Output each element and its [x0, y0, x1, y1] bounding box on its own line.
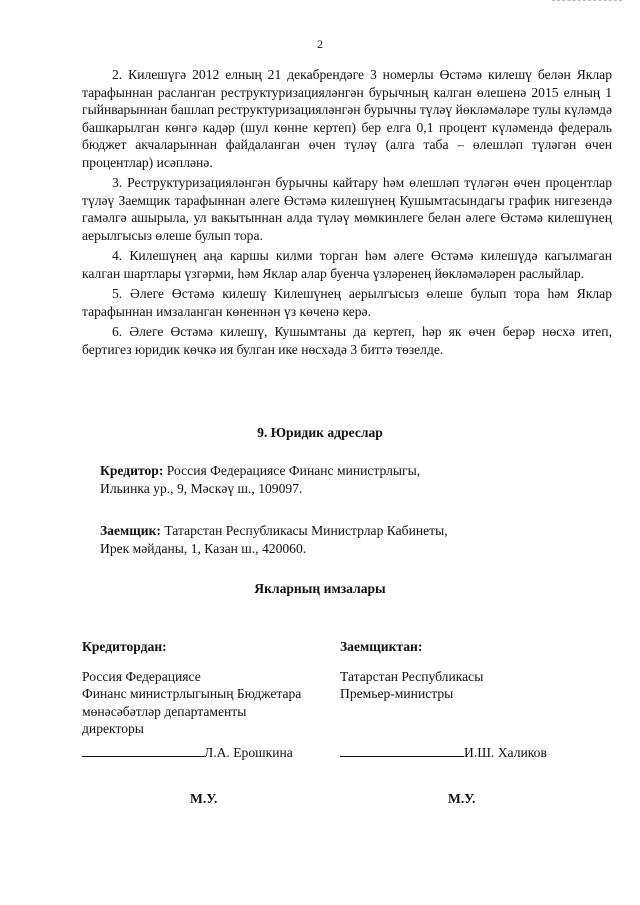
- borrower-signature-line: [340, 744, 464, 757]
- borrower-address-block: [100, 522, 580, 557]
- creditor-seal-place: М.У.: [190, 791, 218, 806]
- clause-6: 6. Әлеге Өстәмә килешү, Кушымтаны да кертеп, һәр як өчен берәр нөсхә итеп, бертигез юридик көчкә ия булган ике нөсхәдә 3 биттә төзелде.: [82, 324, 612, 357]
- borrower-signature-header: Заемщиктан:: [340, 639, 423, 654]
- borrower-signer-name: И.Ш. Халиков: [464, 744, 547, 760]
- borrower-signer-position-line: Премьер-министры: [340, 686, 454, 701]
- creditor-signer-position-line: директоры: [82, 721, 144, 736]
- creditor-address: Ильинка ур., 9, Мәскәү ш., 109097.: [100, 480, 303, 496]
- creditor-signature-block: [82, 638, 332, 761]
- borrower-seal-place: М.У.: [448, 791, 476, 806]
- borrower-label: Заемщик:: [100, 523, 161, 538]
- creditor-signature-header: Кредитордан:: [82, 639, 167, 654]
- creditor-name: Россия Федерациясе Финанс министрлыгы,: [163, 463, 421, 478]
- clause-3: 3. Реструктуризацияләнгән бурычны кайтару һәм өлешләп түләгән өчен процентлар түләү Заемщик тарафыннан әлеге Өстәмә килешүнең Кушымтасындагы график нигезендә гамәлгә ашырыла, ул вакытыннан алда түләү мөмкинлеге белән әлеге Өстәмә килешүнең аерылгысыз өлеше булып тора.: [82, 175, 612, 243]
- page-number: 2: [317, 37, 323, 51]
- creditor-address-block: [100, 462, 580, 497]
- signatures-title: Якларның имзалары: [254, 581, 386, 596]
- borrower-signature-block: [340, 638, 590, 761]
- creditor-label: Кредитор:: [100, 463, 164, 478]
- creditor-signature-line: [82, 744, 204, 757]
- clause-2: 2. Килешүгә 2012 елның 21 декабрендәге 3 номерлы Өстәмә килешү белән Яклар тарафыннан расланган реструктуризацияләнгән бурычның калган өлешенә 2015 елның 1 гыйнварыннан башлап реструктуризацияләнгән бурычны түләү йөкләмәләре тулы күләмдә башкарылган көнгә кадәр (шул көнне кертеп) бер елга 0,1 процент күләмендә федераль бюджет акчаларыннан файдаланган өчен түләү (алга таба – өлешләп түләгән өчен процентлар) исәпләнә.: [82, 67, 612, 170]
- clause-4: 4. Килешүнең аңа каршы килми торган һәм әлеге Өстәмә килешүдә кагылмаган калган шартлары үзгәрми, һәм Яклар алар буенча үзләренең йөкләмәләрен раслыйлар.: [82, 248, 612, 281]
- borrower-signer-position-line: Татарстан Республикасы: [340, 668, 484, 684]
- creditor-signer-position-line: мөнәсәбәтләр департаменты: [82, 703, 247, 719]
- clause-5: 5. Әлеге Өстәмә килешү Килешүнең аерылгысыз өлеше булып тора һәм Яклар тарафыннан имзаланган көненнән үз көченә керә.: [82, 286, 612, 319]
- legal-addresses-title: 9. Юридик адреслар: [257, 425, 383, 440]
- borrower-name: Татарстан Республикасы Министрлар Кабинеты,: [160, 523, 448, 538]
- clauses: [82, 66, 612, 361]
- creditor-signer-position-line: Россия Федерациясе: [82, 668, 201, 684]
- creditor-signer-position-line: Финанс министрлыгының Бюджетара: [82, 686, 302, 701]
- borrower-address: Ирек мәйданы, 1, Казан ш., 420060.: [100, 540, 307, 556]
- scan-artifact: [552, 0, 622, 7]
- creditor-signer-name: Л.А. Ерошкина: [204, 744, 293, 760]
